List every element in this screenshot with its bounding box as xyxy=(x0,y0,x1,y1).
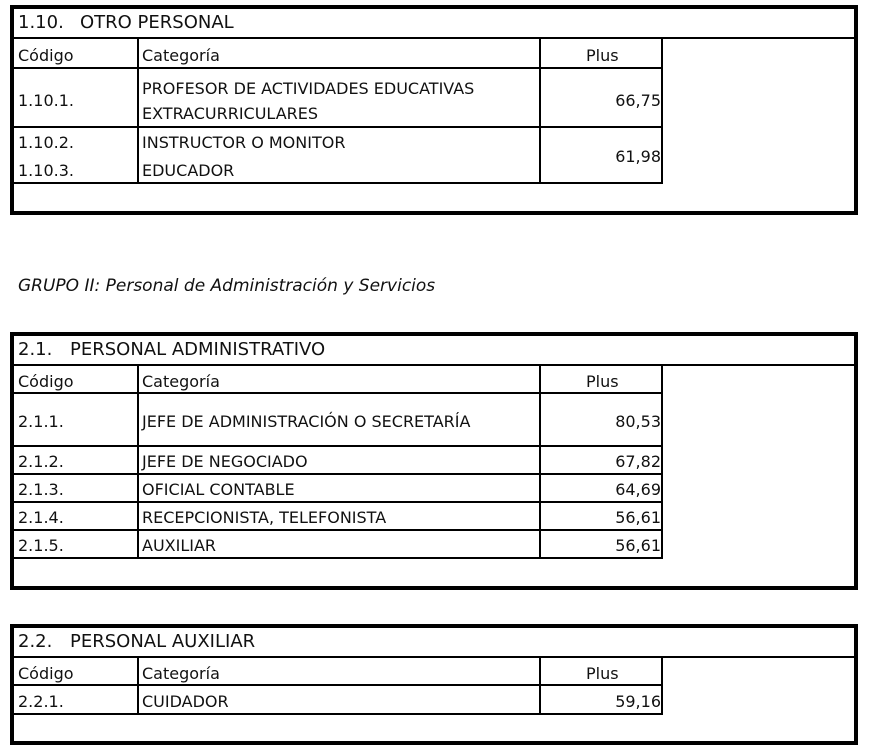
row-code: 2.1.4. xyxy=(18,508,64,527)
row-code: 2.1.1. xyxy=(18,412,64,431)
header-category: Categoría xyxy=(142,372,220,391)
row-divider xyxy=(14,529,661,531)
column-divider xyxy=(137,366,139,559)
column-divider xyxy=(539,366,541,559)
row-divider xyxy=(14,392,661,394)
row-code: 2.1.3. xyxy=(18,480,64,499)
header-category: Categoría xyxy=(142,46,220,65)
row-divider xyxy=(14,67,661,69)
section-number: 1.10. xyxy=(18,12,64,33)
table-otro-personal xyxy=(10,5,858,215)
header-code: Código xyxy=(18,46,74,65)
row-category: AUXILIAR xyxy=(142,536,217,555)
column-divider xyxy=(661,366,663,559)
section-title: OTRO PERSONAL xyxy=(80,12,234,33)
column-divider xyxy=(137,39,139,184)
row-code: 2.1.5. xyxy=(18,536,64,555)
row-divider xyxy=(14,182,661,184)
section-title: PERSONAL ADMINISTRATIVO xyxy=(70,339,326,360)
header-plus: Plus xyxy=(586,664,619,683)
section-number: 2.1. xyxy=(18,339,53,360)
header-plus: Plus xyxy=(586,372,619,391)
row-category: RECEPCIONISTA, TELEFONISTA xyxy=(142,508,387,527)
row-plus: 66,75 xyxy=(615,91,661,110)
column-divider xyxy=(137,658,139,715)
row-code: 1.10.1. xyxy=(18,91,74,110)
row-plus: 56,61 xyxy=(615,536,661,555)
table-personal-administrativo xyxy=(10,332,858,590)
column-divider xyxy=(661,658,663,715)
row-category: CUIDADOR xyxy=(142,692,229,711)
row-plus: 64,69 xyxy=(615,480,661,499)
row-code: 1.10.3. xyxy=(18,161,74,180)
row-category: JEFE DE NEGOCIADO xyxy=(142,452,308,471)
section-title-row xyxy=(14,9,854,39)
row-divider xyxy=(14,473,661,475)
row-plus: 80,53 xyxy=(615,412,661,431)
section-title: PERSONAL AUXILIAR xyxy=(70,631,256,652)
row-divider xyxy=(14,501,661,503)
row-code: 1.10.2. xyxy=(18,133,74,152)
row-category: INSTRUCTOR O MONITOR xyxy=(142,133,346,152)
row-divider xyxy=(14,445,661,447)
row-category: JEFE DE ADMINISTRACIÓN O SECRETARÍA xyxy=(142,412,471,431)
row-plus: 56,61 xyxy=(615,508,661,527)
section-title-row xyxy=(14,336,854,366)
row-code: 2.1.2. xyxy=(18,452,64,471)
section-title-row xyxy=(14,628,854,658)
row-divider xyxy=(14,713,661,715)
header-category: Categoría xyxy=(142,664,220,683)
row-category: PROFESOR DE ACTIVIDADES EDUCATIVAS xyxy=(142,79,475,98)
column-divider xyxy=(539,39,541,184)
row-divider xyxy=(14,684,661,686)
header-code: Código xyxy=(18,372,74,391)
row-category: EDUCADOR xyxy=(142,161,235,180)
row-divider xyxy=(14,126,661,128)
section-number: 2.2. xyxy=(18,631,53,652)
row-code: 2.2.1. xyxy=(18,692,64,711)
row-plus: 67,82 xyxy=(615,452,661,471)
row-category: EXTRACURRICULARES xyxy=(142,104,319,123)
table-personal-auxiliar xyxy=(10,624,858,745)
row-divider xyxy=(14,557,661,559)
group-heading: GRUPO II: Personal de Administración y Servicios xyxy=(18,276,436,296)
row-category: OFICIAL CONTABLE xyxy=(142,480,295,499)
row-plus: 61,98 xyxy=(615,147,661,166)
column-divider xyxy=(539,658,541,715)
row-plus: 59,16 xyxy=(615,692,661,711)
header-code: Código xyxy=(18,664,74,683)
header-plus: Plus xyxy=(586,46,619,65)
column-divider xyxy=(661,39,663,184)
